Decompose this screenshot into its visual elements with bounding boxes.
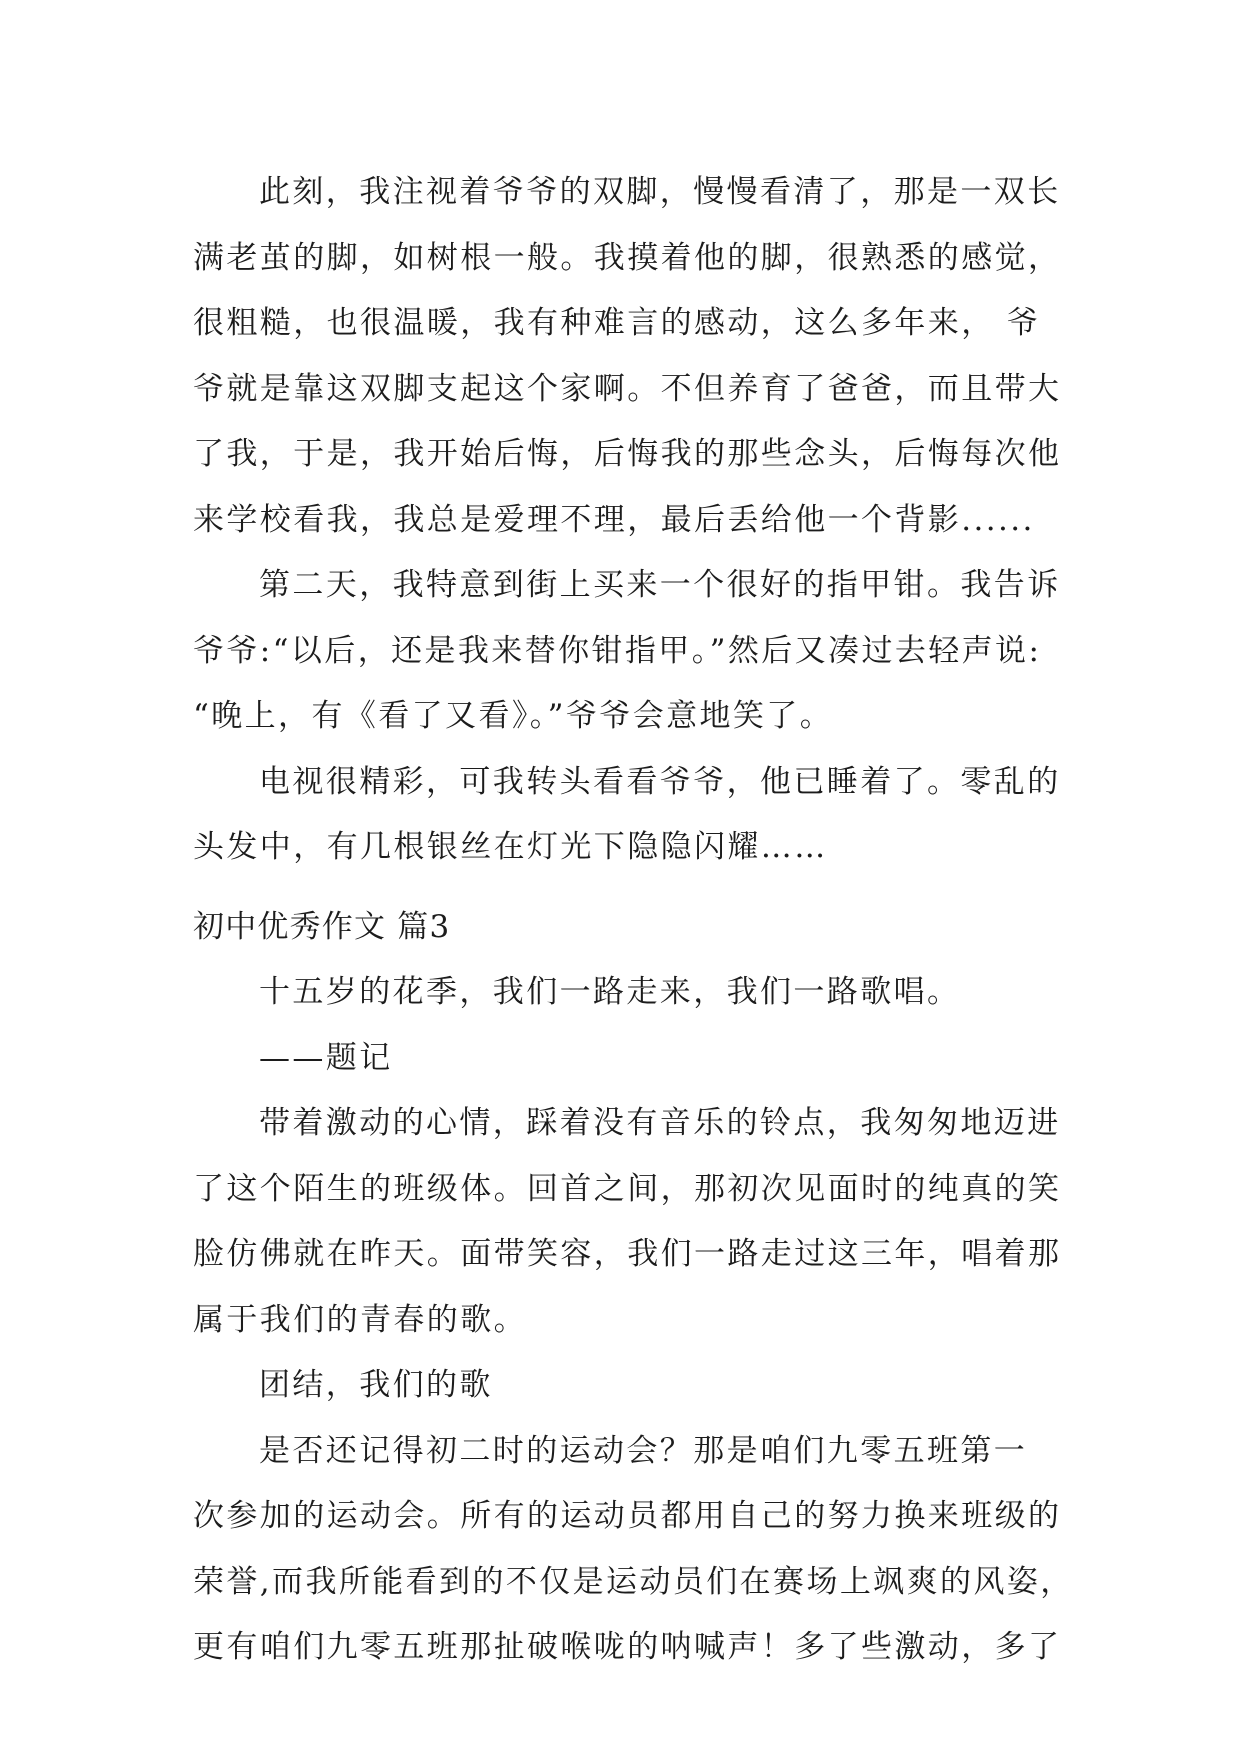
text-line: 爷就是靠这双脚支起这个家啊。不但养育了爸爸，而且带大 — [193, 370, 1062, 407]
text-line: 爷爷:“以后，还是我来替你钳指甲。”然后又凑过去轻声说: — [193, 632, 1042, 669]
text-line: 次参加的运动会。所有的运动员都用自己的努力换来班级的 — [193, 1498, 1062, 1534]
text-line: 更有咱们九零五班那扯破喉咙的呐喊声！多了些激动，多了 — [193, 1629, 1062, 1665]
essay-body — [193, 160, 1074, 1681]
section-title: 初中优秀作文 篇3 — [193, 908, 451, 945]
text-line: 很粗糙，也很温暖，我有种难言的感动，这么多年来， 爷 — [193, 305, 1041, 341]
epigraph-attribution: ——题记 — [259, 1039, 393, 1076]
text-line: 第二天，我特意到街上买来一个很好的指甲钳。我告诉 — [259, 567, 1061, 603]
text-line: 头发中，有几根银丝在灯光下隐隐闪耀…… — [193, 829, 828, 865]
paragraph-feet — [193, 160, 1062, 553]
text-line: 带着激动的心情，踩着没有音乐的铃点，我匆匆地迈进 — [259, 1105, 1061, 1141]
text-line: 满老茧的脚，如树根一般。我摸着他的脚，很熟悉的感觉， — [193, 239, 1062, 276]
text-line: “晚上，有《看了又看》。”爷爷会意地笑了。 — [193, 698, 834, 734]
text-line: 了我，于是，我开始后悔，后悔我的那些念头，后悔每次他 — [193, 436, 1062, 472]
text-line: 了这个陌生的班级体。回首之间，那初次见面时的纯真的笑 — [193, 1170, 1062, 1207]
paragraph-intro — [193, 1091, 1062, 1353]
paragraph-sports-meet — [193, 1419, 1074, 1681]
text-line: 来学校看我，我总是爱理不理，最后丢给他一个背影...... — [193, 501, 1035, 538]
paragraph-tv — [193, 750, 1061, 881]
text-line: 脸仿佛就在昨天。面带笑容，我们一路走过这三年，唱着那 — [193, 1236, 1062, 1272]
text-line: 荣誉,而我所能看到的不仅是运动员们在赛场上飒爽的风姿， — [193, 1563, 1074, 1600]
text-line: 属于我们的青春的歌。 — [193, 1301, 527, 1338]
paragraph-nail-clipper — [193, 553, 1061, 750]
text-line: 电视很精彩，可我转头看看爷爷，他已睡着了。零乱的 — [259, 763, 1061, 800]
text-line: 此刻，我注视着爷爷的双脚，慢慢看清了，那是一双长 — [259, 174, 1061, 210]
epigraph: 十五岁的花季，我们一路走来，我们一路歌唱。 — [259, 974, 961, 1010]
text-line: 是否还记得初二时的运动会？那是咱们九零五班第一 — [259, 1432, 1028, 1469]
subheading: 团结，我们的歌 — [259, 1367, 493, 1403]
